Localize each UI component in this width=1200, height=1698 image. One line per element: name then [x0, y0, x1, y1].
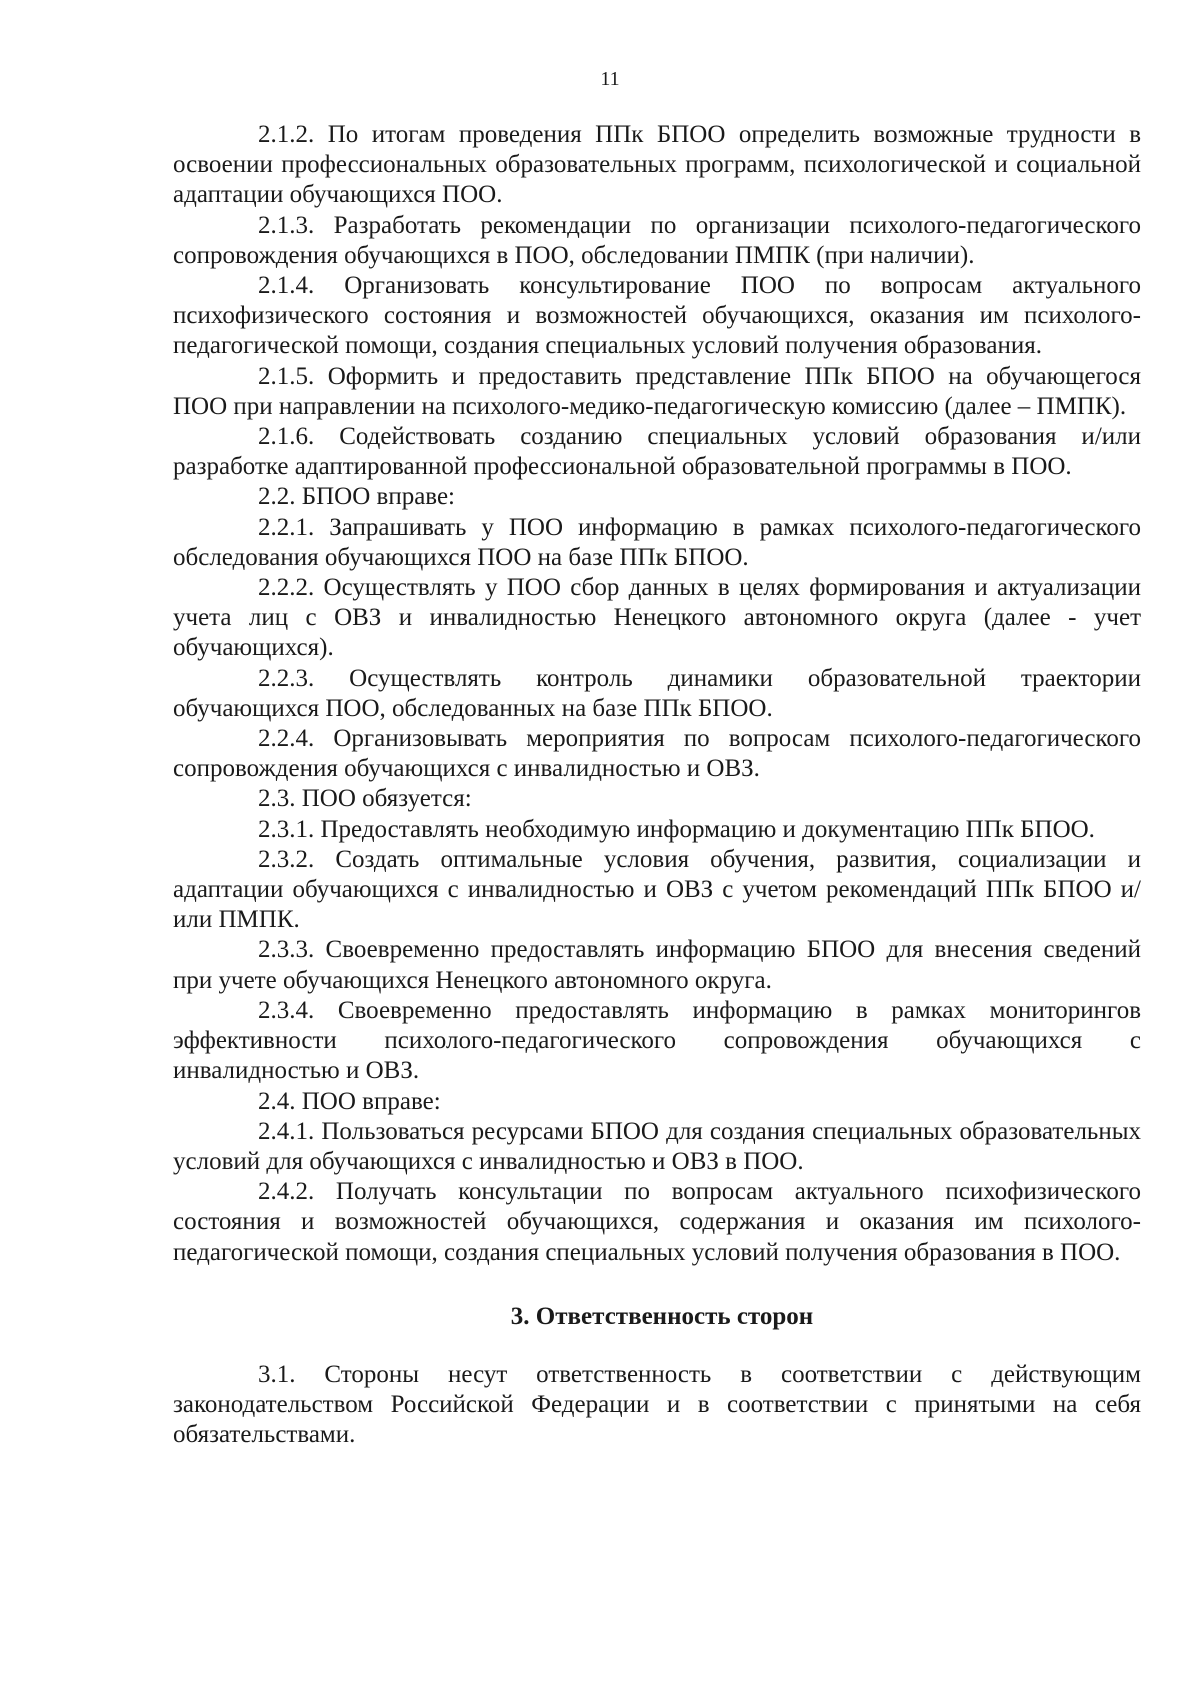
paragraph-2-1-5: 2.1.5. Оформить и предоставить представление ППк БПОО на обучающегося ПОО при направлении на психолого-медико-педагогическую комиссию (далее – ПМПК).: [173, 362, 1141, 420]
paragraph-2-3-3: 2.3.3. Своевременно предоставлять информацию БПОО для внесения сведений при учете обучающихся Ненецкого автономного округа.: [173, 936, 1141, 994]
page-number: 11: [600, 68, 620, 90]
paragraph-2-2-1: 2.2.1. Запрашивать у ПОО информацию в рамках психолого-педагогического обследования обучающихся ПОО на базе ППк БПОО.: [173, 513, 1141, 571]
paragraph-2-1-3: 2.1.3. Разработать рекомендации по организации психолого-педагогического сопровождения обучающихся в ПОО, обследовании ПМПК (при наличии).: [173, 211, 1141, 269]
paragraph-2-1-2: 2.1.2. По итогам проведения ППк БПОО определить возможные трудности в освоении профессиональных образовательных программ, психологической и социальной адаптации обучающихся ПОО.: [173, 121, 1141, 209]
paragraph-2-4-1: 2.4.1. Пользоваться ресурсами БПОО для создания специальных образовательных условий для обучающихся с инвалидностью и ОВЗ в ПОО.: [173, 1117, 1141, 1175]
paragraph-2-1-4: 2.1.4. Организовать консультирование ПОО по вопросам актуального психофизического состояния и возможностей обучающихся, оказания им психолого-педагогической помощи, создания специальных условий получения образования.: [173, 272, 1141, 360]
paragraph-2-3: 2.3. ПОО обязуется:: [258, 785, 472, 813]
section-heading: 3. Ответственность сторон: [510, 1302, 814, 1330]
paragraph-2-3-4: 2.3.4. Своевременно предоставлять информацию в рамках мониторингов эффективности психолого-педагогического сопровождения обучающихся с инвалидностью и ОВЗ.: [173, 996, 1141, 1085]
paragraph-2-1-6: 2.1.6. Содействовать созданию специальных условий образования и/или разработке адаптированной профессиональной образовательной программы в ПОО.: [173, 423, 1141, 481]
paragraph-3-1: 3.1. Стороны несут ответственность в соответствии с действующим законодательством Российской Федерации и в соответствии с принятыми на себя обязательствами.: [173, 1360, 1141, 1449]
paragraph-2-4-2: 2.4.2. Получать консультации по вопросам актуального психофизического состояния и возможностей обучающихся, содержания и оказания им психолого-педагогической помощи, создания специальных условий получения образования в ПОО.: [173, 1178, 1141, 1266]
paragraph-2-2: 2.2. БПОО вправе:: [258, 483, 455, 511]
paragraph-2-2-4: 2.2.4. Организовывать мероприятия по вопросам психолого-педагогического сопровождения обучающихся с инвалидностью и ОВЗ.: [173, 725, 1141, 783]
paragraph-2-2-2: 2.2.2. Осуществлять у ПОО сбор данных в целях формирования и актуализации учета лиц с ОВЗ и инвалидностью Ненецкого автономного округа (далее - учет обучающихся).: [173, 574, 1141, 662]
paragraph-2-2-3: 2.2.3. Осуществлять контроль динамики образовательной траектории обучающихся ПОО, обследованных на базе ППк БПОО.: [173, 664, 1141, 722]
paragraph-2-4: 2.4. ПОО вправе:: [258, 1087, 441, 1115]
document-body: [173, 120, 1141, 1451]
paragraph-2-3-2: 2.3.2. Создать оптимальные условия обучения, развития, социализации и адаптации обучающихся с инвалидностью и ОВЗ с учетом рекомендаций ППк БПОО и/или ПМПК.: [173, 845, 1141, 934]
paragraph-2-3-1: 2.3.1. Предоставлять необходимую информацию и документацию ППк БПОО.: [258, 815, 1095, 843]
